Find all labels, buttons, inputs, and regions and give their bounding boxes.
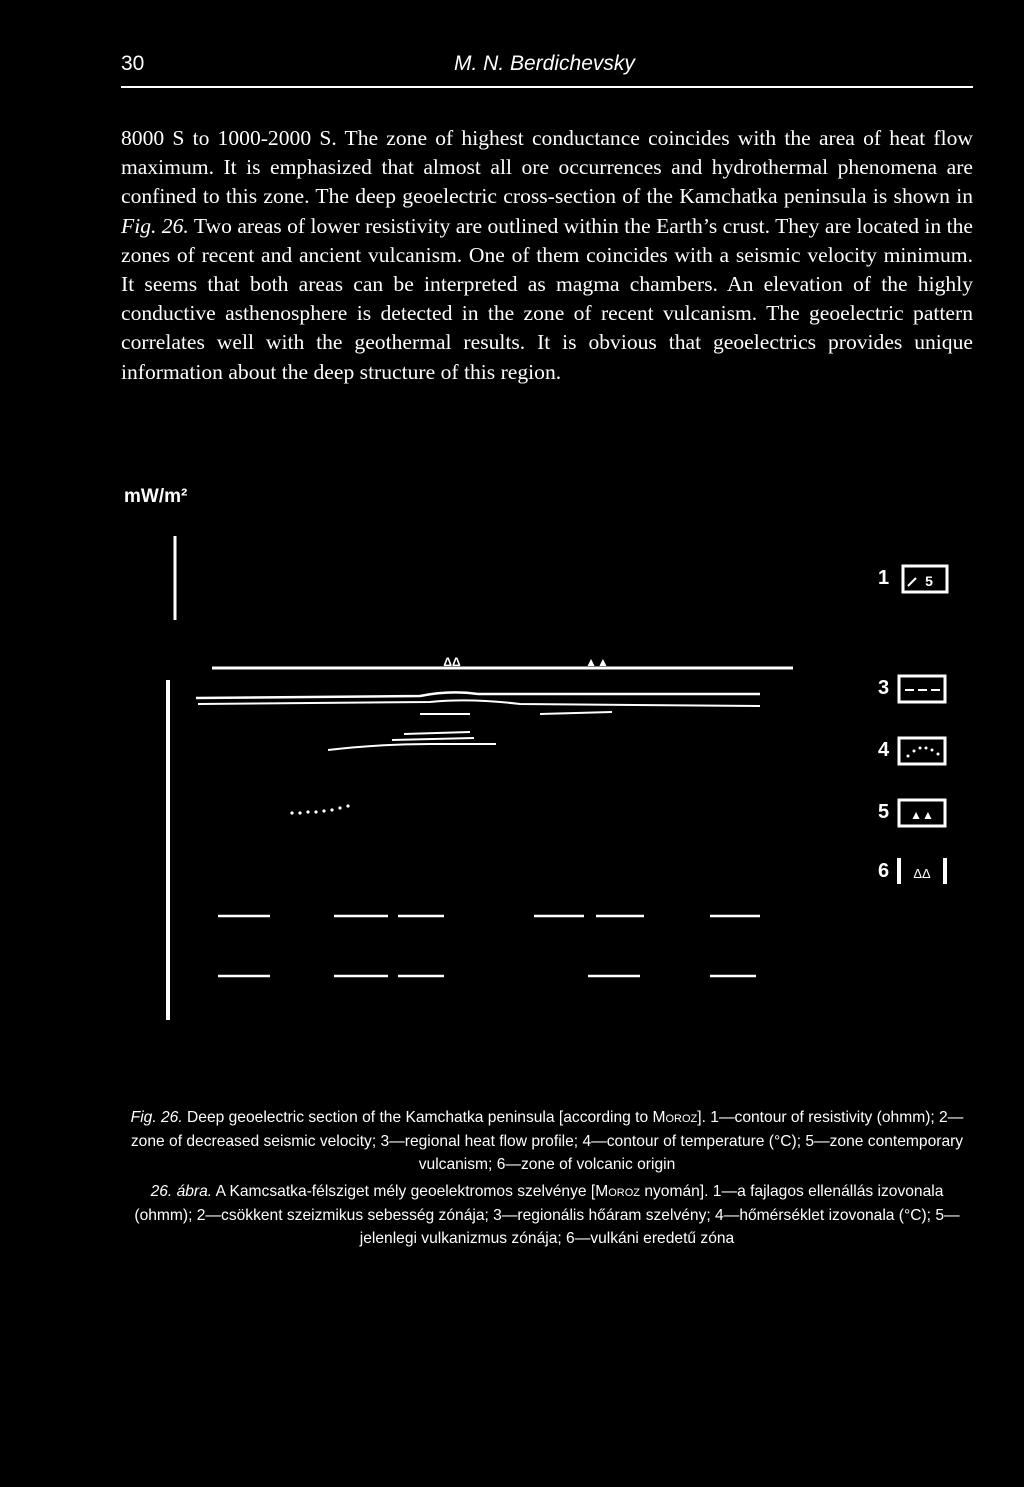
legend-number-3: 3 [878, 677, 890, 699]
svg-text:5: 5 [925, 573, 933, 589]
page-number: 30 [121, 52, 145, 75]
legend-symbol-4 [899, 738, 945, 764]
svg-text:ΔΔ: ΔΔ [913, 866, 931, 881]
caption-label: 26. ábra. [150, 1183, 213, 1200]
legend-number-4: 4 [878, 739, 890, 761]
caption-author: Moroz [652, 1109, 698, 1126]
resistivity-contour [328, 744, 496, 750]
svg-text:▲▲: ▲▲ [910, 808, 934, 822]
caption-text: nyomán]. 1—a fajlagos ellenállás izovonala (ohmm); 2—csökkent szeizmikus sebesség zónája; 3—regionális hőáram szelvény; 4—hőmérséklet izovonala (°C); 5—jelenlegi vulkanizmus zónája; 6—vulkáni eredetű zóna [134, 1183, 960, 1247]
body-text-part2: Two areas of lower resistivity are outlined within the Earth’s crust. They are located in the zones of recent and ancient vulcanism. One of them coincides with a seismic velocity minimum. It seems that both areas can be interpreted as magma chambers. An elevation of the highly conductive asthenosphere is detected in the zone of recent vulcanism. The geoelectric pattern correlates well with the geothermal results. It is obvious that geoelectrics provides unique information about the deep structure of this region. [121, 213, 974, 384]
figure-geoelectric-section [0, 480, 1024, 1080]
section-drawing [0, 480, 1024, 1080]
caption-text: ]. 1—contour of resistivity (ohmm); 2—zone of decreased seismic velocity; 3—regional heat flow profile; 4—contour of temperature (°C); 5—zone contemporary vulcanism; 6—zone of volcanic origin [130, 1109, 964, 1173]
figure-caption-hungarian [121, 1180, 973, 1251]
volcano-mark-1: ΔΔ [443, 655, 461, 669]
temperature-contour [290, 804, 349, 814]
running-header [121, 52, 973, 88]
caption-author: Moroz [595, 1183, 640, 1200]
resistivity-contour [404, 732, 470, 734]
caption-text: Deep geoelectric section of the Kamchatka peninsula [according to [182, 1109, 653, 1126]
legend-symbol-5 [899, 800, 945, 826]
legend-number-5: 5 [878, 801, 890, 823]
volcano-mark-2: ▲▲ [585, 655, 609, 669]
running-head-author: M. N. Berdichevsky [454, 52, 635, 75]
resistivity-contour [540, 712, 612, 714]
legend-symbol-1 [903, 566, 947, 592]
body-paragraph [121, 124, 973, 387]
legend-symbol-6 [899, 858, 945, 884]
figure-caption-english [121, 1106, 973, 1177]
body-text-part1: 8000 S to 1000-2000 S. The zone of highest conductance coincides with the area of heat flow maximum. It is emphasized that almost all ore occurrences and hydrothermal phenomena are confined to this zone. The deep geoelectric cross-section of the Kamchatka peninsula is shown in [121, 126, 973, 209]
legend-number-6: 6 [878, 860, 890, 882]
heat-flow-unit-label: mW/m² [124, 486, 188, 507]
figure-reference: Fig. 26. [121, 213, 189, 238]
resistivity-contour [196, 692, 760, 698]
legend-symbol-3 [899, 676, 945, 702]
caption-text: A Kamcsatka-félsziget mély geoelektromos szelvénye [ [212, 1183, 596, 1200]
caption-label: Fig. 26. [130, 1109, 183, 1126]
resistivity-contour [392, 738, 474, 740]
legend-number-1: 1 [878, 567, 890, 589]
resistivity-contour [198, 700, 760, 706]
